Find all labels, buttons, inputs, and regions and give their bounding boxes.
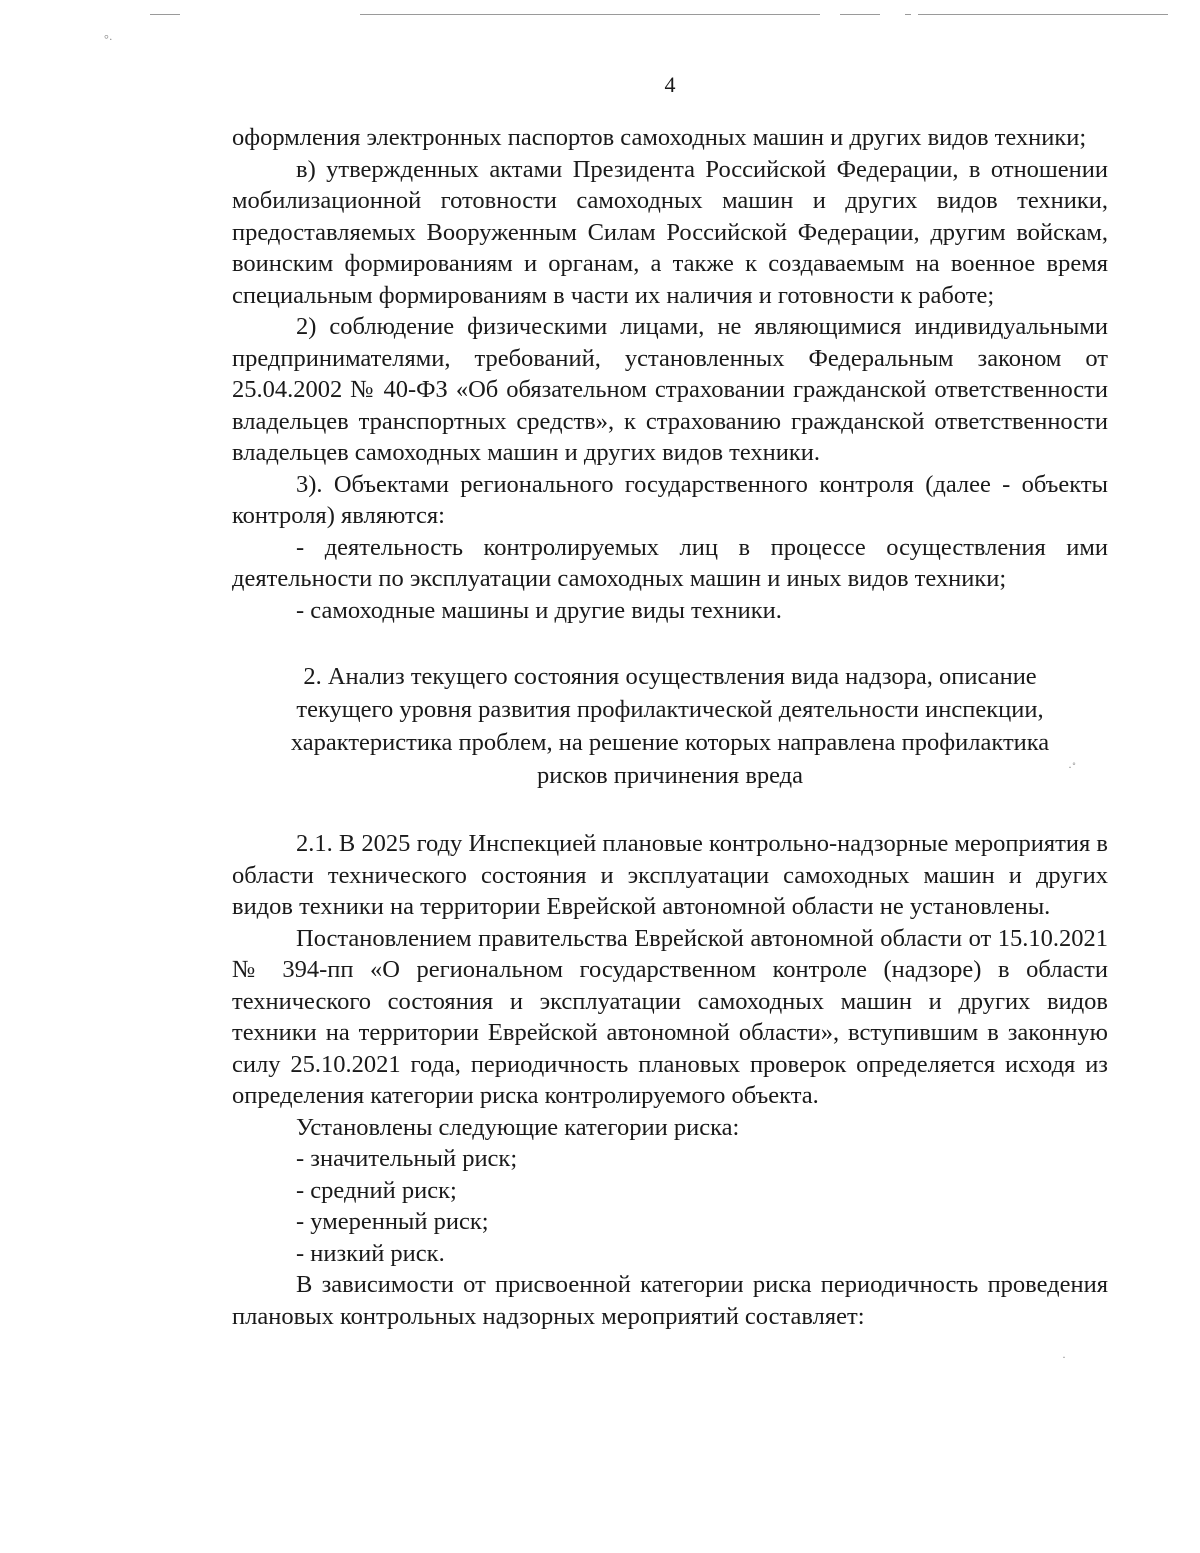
- scan-border-line: [360, 14, 820, 15]
- scan-speck: ·˚: [1068, 760, 1076, 774]
- scan-border-line: [918, 14, 1168, 15]
- list-item: - самоходные машины и другие виды техники.: [296, 596, 782, 624]
- paragraph: Установлены следующие категории риска:: [296, 1113, 740, 1141]
- list-item: - низкий риск.: [296, 1239, 445, 1267]
- paragraph: 3). Объектами регионального государственного контроля (далее - объекты контроля) являются:: [232, 470, 1108, 529]
- paragraph: оформления электронных паспортов самоходных машин и других видов техники;: [232, 124, 1087, 151]
- section-heading: 2. Анализ текущего состояния осуществления вида надзора, описание текущего уровня развития профилактической деятельности инспекции, характеристика проблем, на решение которых направлена профилактика рисков причинения вреда: [290, 663, 1050, 789]
- list-item: - значительный риск;: [296, 1145, 518, 1172]
- paragraph: В зависимости от присвоенной категории риска периодичность проведения плановых контрольных надзорных мероприятий составляет:: [232, 1271, 1108, 1330]
- scan-speck: ·: [1062, 1350, 1066, 1364]
- paragraph: Постановлением правительства Еврейской автономной области от 15.10.2021 № 394-пп «О региональном государственном контроле (надзоре) в области технического состояния и эксплуатации самоходных машин и других видов техники на территории Еврейской автономной области», вступившим в законную силу 25.10.2021 года, периодичность плановых проверок определяется исходя из определения категории риска контролируемого объекта.: [232, 924, 1108, 1109]
- scan-border-line: [840, 14, 880, 15]
- scan-border-line: [905, 14, 911, 15]
- document-body: [232, 122, 1108, 1332]
- list-item: - деятельность контролируемых лиц в процессе осуществления ими деятельности по эксплуатации самоходных машин и иных видов техники;: [232, 533, 1108, 592]
- page-number: 4: [664, 72, 676, 97]
- list-item: - умеренный риск;: [296, 1208, 489, 1235]
- scan-border-line: [150, 14, 180, 15]
- scan-speck: °·: [104, 32, 113, 46]
- paragraph: 2) соблюдение физическими лицами, не являющимися индивидуальными предпринимателями, требований, установленных Федеральным законом от 25.04.2002 № 40-ФЗ «Об обязательном страховании гражданской ответственности владельцев транспортных средств», к страхованию гражданской ответственности владельцев самоходных машин и других видов техники.: [232, 313, 1108, 466]
- list-item: - средний риск;: [296, 1176, 457, 1204]
- paragraph: в) утвержденных актами Президента Российской Федерации, в отношении мобилизационной готовности самоходных машин и других видов техники, предоставляемых Вооруженным Силам Российской Федерации, другим войскам, воинским формированиям и органам, а также к создаваемым на военное время специальным формированиям в части их наличия и готовности к работе;: [232, 155, 1108, 309]
- paragraph: 2.1. В 2025 году Инспекцией плановые контрольно-надзорные мероприятия в области технического состояния и эксплуатации самоходных машин и других видов техники на территории Еврейской автономной области не установлены.: [232, 830, 1108, 920]
